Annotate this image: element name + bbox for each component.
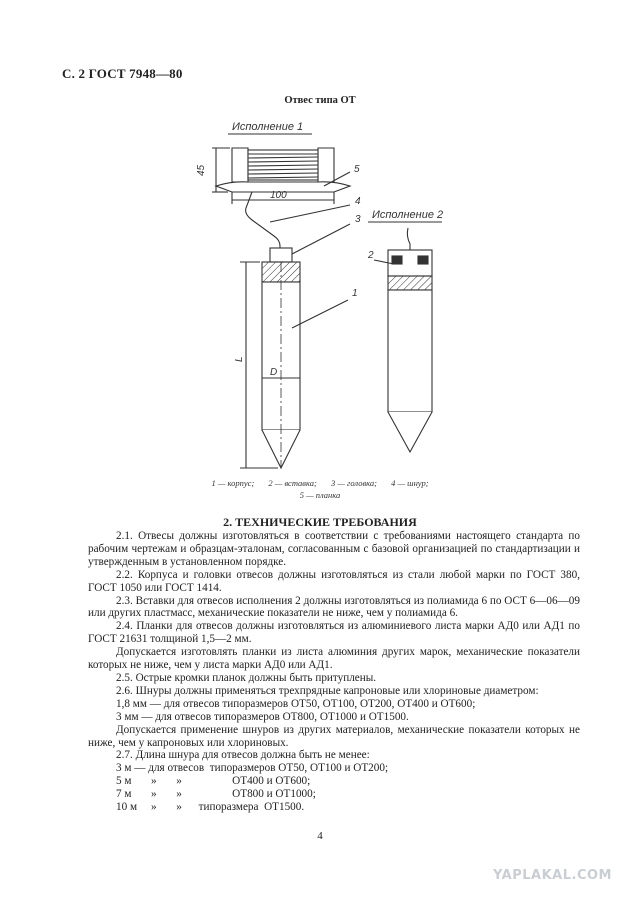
- reel: [216, 148, 350, 192]
- paragraph-2-7: 2.7. Длина шнура для отвесов должна быть не менее:: [116, 749, 370, 762]
- callout-4: 4: [355, 196, 361, 207]
- figure-legend: [0, 478, 640, 488]
- paragraph-2-4: 2.4. Планки для отвесов должны изготовляться из алюминиевого листа марки АД0 или АД1 по ГОСТ 21631 толщиной 1,5—2 мм.: [88, 620, 580, 646]
- legend-item-2: 2 — вставка;: [268, 478, 317, 488]
- plumb-body-1: [262, 248, 300, 468]
- legend-item-5: 5 — планка: [299, 490, 341, 500]
- figure-title: Отвес типа ОТ: [284, 95, 356, 106]
- paragraph-2-7a: 3 м — для отвесов типоразмеров ОТ50, ОТ100 и ОТ200;: [116, 762, 389, 775]
- watermark: YAPLAKAL.COM: [493, 868, 612, 883]
- plumb-body-2: [388, 228, 432, 452]
- dim-45-label: 45: [196, 164, 207, 176]
- page-number: 4: [317, 830, 323, 842]
- dim-d-label: D: [270, 367, 278, 378]
- callout-5: 5: [354, 164, 360, 175]
- paragraph-2-4b: Допускается изготовлять планки из листа алюминия других марок, механические показатели которых не ниже, чем у листа марки АД0 или АД1.: [88, 646, 580, 672]
- paragraph-2-1: 2.1. Отвесы должны изготовляться в соответствии с требованиями настоящего стандарта по рабочим чертежам и образцам-эталонам, согласованным с базовой организацией по стандартизации и утвержденным в установленном порядке.: [88, 530, 580, 568]
- dim-l-label: L: [234, 356, 245, 362]
- callout-2: 2: [368, 250, 374, 261]
- figure-legend-line2: [0, 490, 640, 500]
- variant1-label: Исполнение 1: [232, 121, 304, 133]
- paragraph-2-7c: 7 м » » ОТ800 и ОТ1000;: [116, 788, 316, 801]
- legend-item-1: 1 — корпус;: [211, 478, 255, 488]
- paragraph-2-6b: 3 мм — для отвесов типоразмеров ОТ800, ОТ1000 и ОТ1500.: [116, 710, 409, 723]
- callout-3: 3: [355, 214, 361, 225]
- paragraph-2-3: 2.3. Вставки для отвесов исполнения 2 должны изготовляться из полиамида 6 по ОСТ 6—06—09 или других пластмасс, механические показатели не ниже, чем у полиамида 6.: [88, 594, 580, 620]
- paragraph-2-5: 2.5. Острые кромки планок должны быть притуплены.: [116, 671, 377, 684]
- paragraph-2-2: 2.2. Корпуса и головки отвесов должны изготовляться из стали любой марки по ГОСТ 380, ГОСТ 1050 или ГОСТ 1414.: [88, 568, 580, 594]
- paragraph-2-6: 2.6. Шнуры должны применяться трехпрядные капроновые или хлориновые диаметром:: [116, 684, 539, 697]
- paragraph-2-7d: 10 м » » типоразмера ОТ1500.: [116, 801, 305, 814]
- legend-item-3: 3 — головка;: [330, 478, 377, 488]
- paragraph-2-6a: 1,8 мм — для отвесов типоразмеров ОТ50, ОТ100, ОТ200, ОТ400 и ОТ600;: [116, 697, 476, 710]
- legend-item-4: 4 — шнур;: [391, 478, 429, 488]
- callout-1: 1: [352, 288, 358, 299]
- section-title: 2. ТЕХНИЧЕСКИЕ ТРЕБОВАНИЯ: [223, 515, 417, 529]
- body-text: [88, 530, 580, 814]
- variant2-label: Исполнение 2: [372, 209, 444, 221]
- page-header: С. 2 ГОСТ 7948—80: [62, 66, 183, 81]
- dim-100-label: 100: [270, 190, 287, 201]
- paragraph-2-7b: 5 м » » ОТ400 и ОТ600;: [116, 775, 311, 788]
- paragraph-2-6c: Допускается применение шнуров из других материалов, механические показатели которых не ниже, чем у капроновых или хлориновых.: [88, 723, 580, 749]
